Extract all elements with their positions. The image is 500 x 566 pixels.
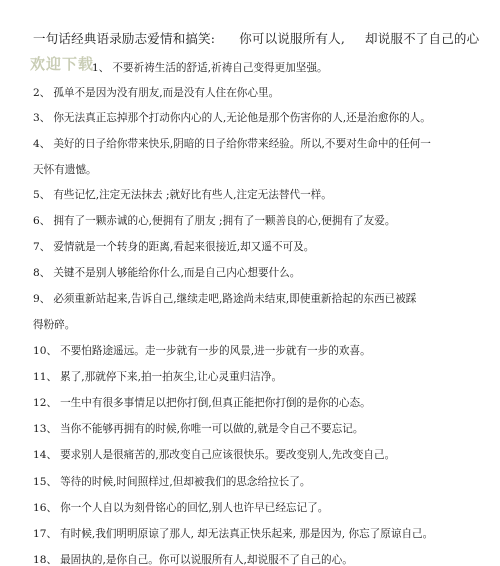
quote-item [33,475,310,489]
quote-number: 13、 [33,423,58,435]
quote-text: 必须重新站起来,告诉自己,继续走吧,路途尚未结束,即使重新拾起的东西已被踩 [53,293,417,305]
quote-number: 12、 [33,397,58,409]
quote-item [33,240,314,254]
quote-text: 一生中有很多事情足以把你打倒,但真正能把你打倒的是你的心态。 [60,397,371,409]
quote-text: 你一个人自以为刻骨铭心的回忆,别人也许早已经忘记了。 [60,502,329,514]
quote-text: 爱情就是一个转身的距离,看起来很接近,却又遥不可及。 [53,241,315,253]
quote-number: 3、 [33,112,51,124]
quote-item [33,527,433,541]
quote-item [33,292,416,306]
quote-text: 要求别人是很痛苦的,那改变自己应该很快乐。要改变别人,先改变自己。 [60,449,396,461]
quote-item [33,396,371,410]
quote-number: 1、 [92,62,110,74]
quote-number: 8、 [33,267,51,279]
quote-text: 拥有了一颗赤诚的心,便拥有了朋友 ;拥有了一颗善良的心,便拥有了友爱。 [53,215,396,227]
quote-number: 17、 [33,528,58,540]
quote-item [33,86,279,100]
quote-text: 有时候,我们明明原谅了那人, 却无法真正快乐起来, 那是因为, 你忘了原谅自己。 [60,528,434,540]
quote-item [33,370,282,384]
quote-text: 累了,那就停下来,拍一拍灰尘,让心灵重归洁净。 [60,371,283,383]
quote-number: 11、 [33,371,58,383]
quote-text: 有些记忆,注定无法抹去 ;就好比有些人,注定无法替代一样。 [53,189,332,201]
quote-item [33,137,431,151]
quote-text: 等待的时候,时间照样过,但却被我们的思念给拉长了。 [60,476,311,488]
quote-item [33,214,395,228]
watermark-logo: 欢迎下载 [30,55,95,73]
quote-number: 15、 [33,476,58,488]
quote-text: 不要祈祷生活的舒适,祈祷自己变得更加坚强。 [112,62,328,74]
quote-number: 2、 [33,87,51,99]
document-title [33,29,479,47]
quote-number: 10、 [33,345,58,357]
quote-text: 美好的日子给你带来快乐,阴暗的日子给你带来经验。所以,不要对生命中的任何一 [53,138,431,150]
quote-text: 关键不是别人够能给你什么,而是自己内心想要什么。 [53,267,301,279]
quote-item [33,266,300,280]
quote-text: 得粉碎。 [33,319,76,331]
quote-item-continuation [33,318,75,332]
quote-item [33,111,431,125]
quote-text: 最固执的,是你自己。你可以说服所有人,却说服不了自己的心。 [60,554,353,566]
title-part-2: 你可以说服所有人, [239,31,345,46]
quote-item [33,553,353,566]
quote-item [33,422,363,436]
quote-number: 16、 [33,502,58,514]
quote-number: 5、 [33,189,51,201]
quote-item [33,448,395,462]
quote-text: 不要怕路途遥远。走一步就有一步的风景,进一步就有一步的欢喜。 [60,345,371,357]
title-part-1: 一句话经典语录励志爱情和搞笑: [33,31,216,46]
quote-number: 4、 [33,138,51,150]
quote-number: 9、 [33,293,51,305]
quote-text: 孤单不是因为没有朋友,而是没有人住在你心里。 [53,87,280,99]
quote-item [33,501,328,515]
title-part-3: 却说服不了自己的心 [365,31,480,46]
quote-text: 当你不能够再拥有的时候,你唯一可以做的,就是令自己不要忘记。 [60,423,364,435]
quote-number: 7、 [33,241,51,253]
quote-item [33,188,332,202]
quote-number: 6、 [33,215,51,227]
quote-number: 14、 [33,449,58,461]
quote-item [33,344,371,358]
quote-item-continuation [33,163,97,177]
quote-number: 18、 [33,554,58,566]
quote-item [92,61,328,75]
quote-text: 天怀有遗憾。 [33,164,97,176]
quote-text: 你无法真正忘掉那个打动你内心的人,无论他是那个伤害你的人,还是治愈你的人。 [53,112,431,124]
